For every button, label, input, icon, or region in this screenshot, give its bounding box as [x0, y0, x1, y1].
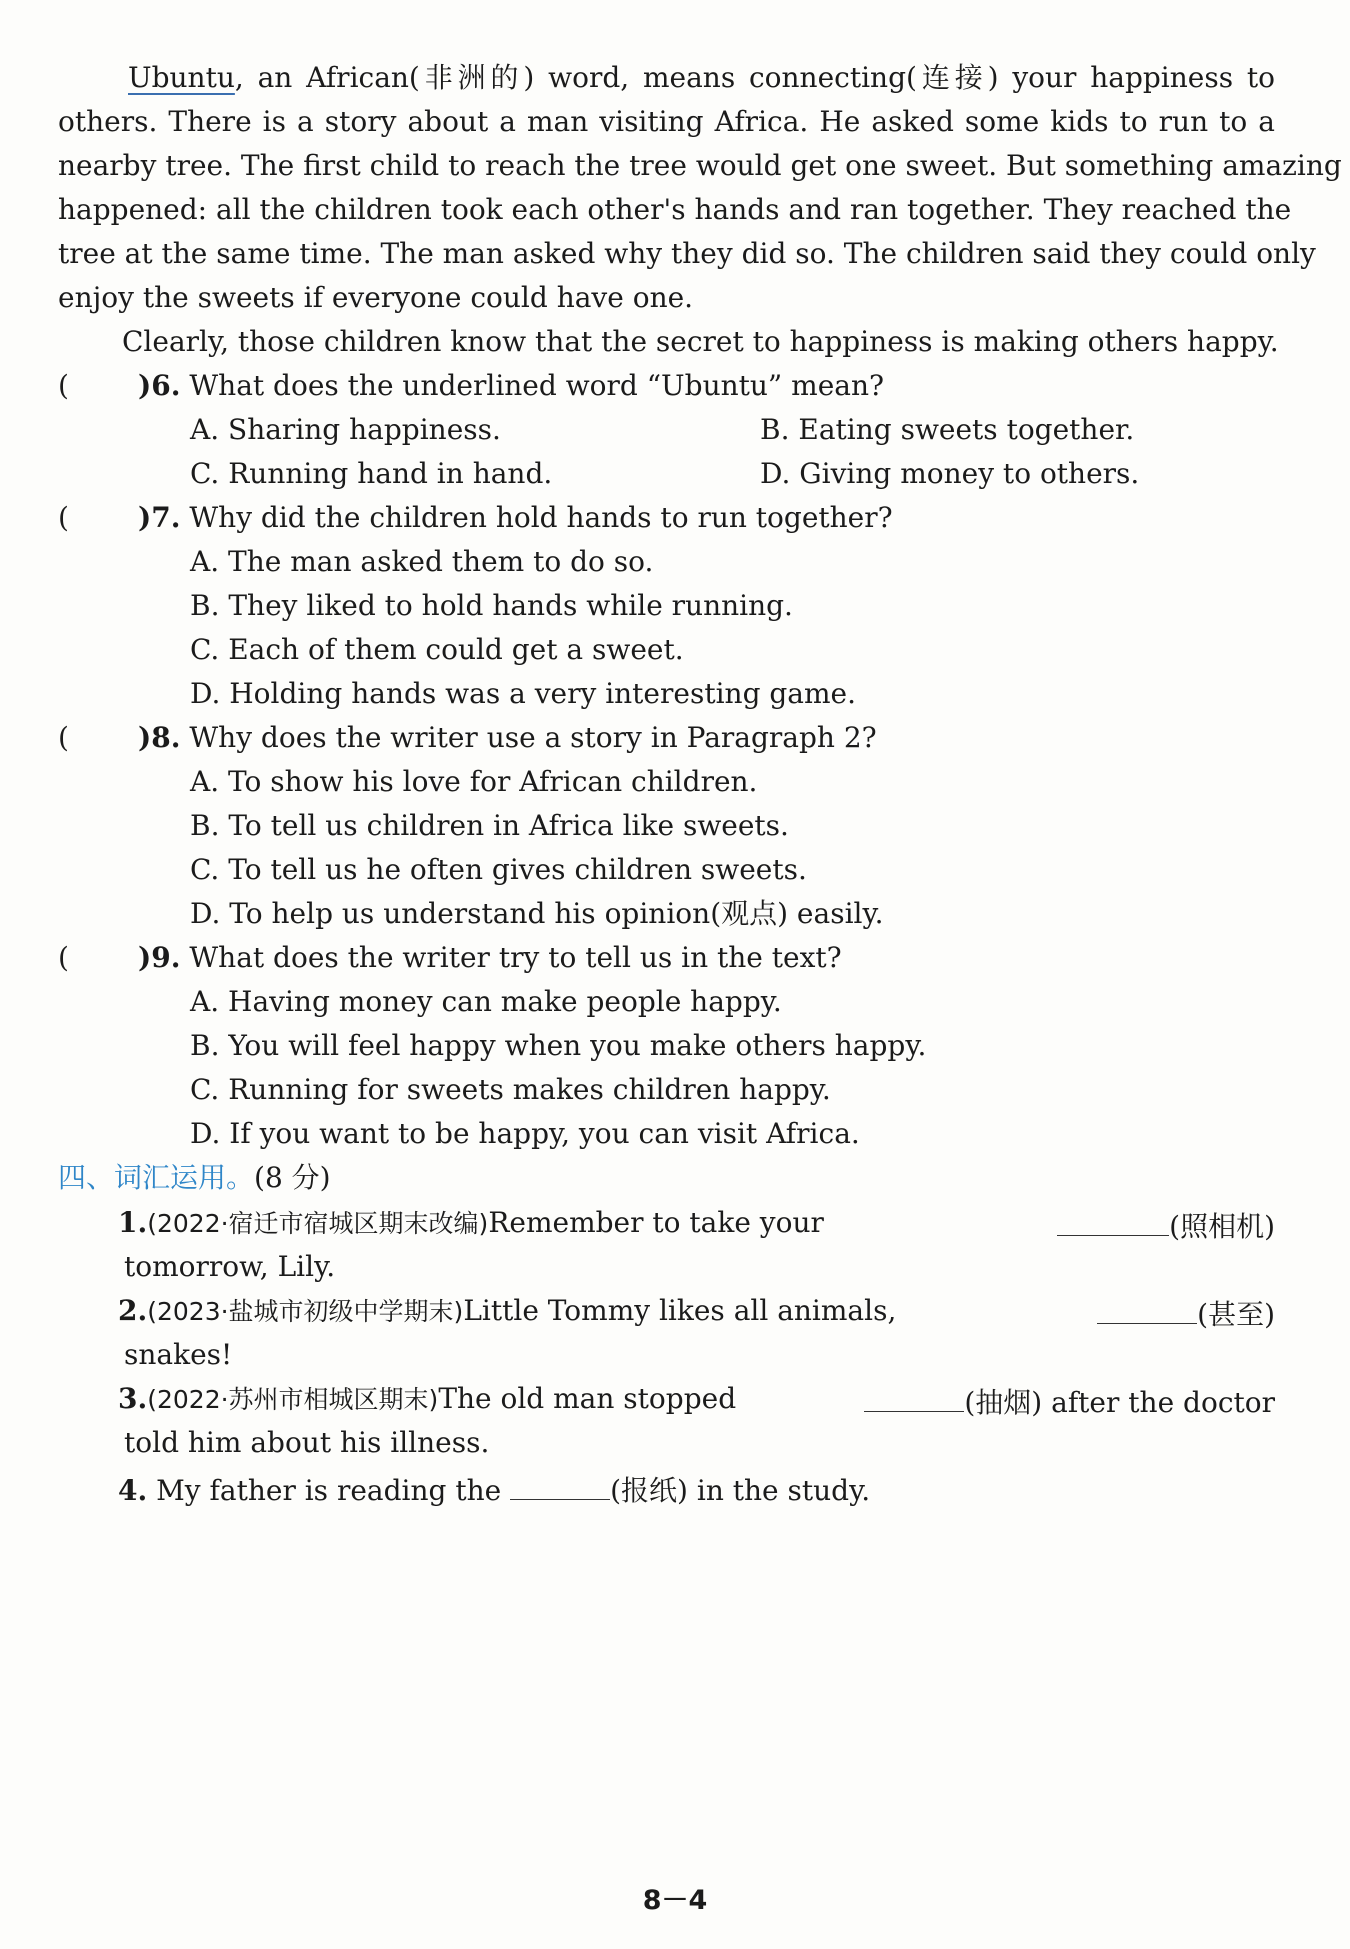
item-number: 1. — [118, 1206, 148, 1239]
question-number: )6. — [138, 369, 181, 402]
answer-paren[interactable]: ( — [58, 721, 69, 754]
item-hint: (甚至) — [1197, 1298, 1275, 1331]
passage-line-1-rest: , an African(非洲的) word, means connecting(连接) your happiness to — [234, 61, 1275, 94]
item-source: (2023·盐城市初级中学期末) — [147, 1297, 464, 1326]
item-number: 4. — [118, 1474, 148, 1507]
underlined-word-ubuntu: Ubuntu — [128, 61, 235, 94]
question-text: Why did the children hold hands to run together? — [180, 501, 893, 534]
item-text-before: Little Tommy likes all animals, — [463, 1294, 897, 1327]
item-number: 3. — [118, 1382, 148, 1415]
option-a[interactable]: A. To show his love for African children. — [190, 765, 758, 798]
item-text-after: tomorrow, Lily. — [124, 1250, 336, 1283]
option-d[interactable]: D. Giving money to others. — [760, 457, 1140, 490]
passage-paragraph-2: Clearly, those children know that the secret to happiness is making others happy. — [122, 325, 1279, 358]
option-a[interactable]: A. Sharing happiness. — [190, 413, 501, 446]
question-text: What does the underlined word “Ubuntu” mean? — [180, 369, 884, 402]
item-text-after-inline: in the study. — [687, 1474, 871, 1507]
passage-line-6: enjoy the sweets if everyone could have one. — [58, 281, 694, 314]
item-source: (2022·苏州市相城区期末) — [147, 1385, 439, 1414]
section-4-score: (8 分) — [254, 1161, 331, 1194]
item-hint: (照相机) — [1169, 1210, 1275, 1243]
question-text: Why does the writer use a story in Paragraph 2? — [180, 721, 877, 754]
vocab-item-3 — [118, 1381, 1275, 1421]
item-hint: (抽烟) — [964, 1386, 1043, 1419]
item-text-after: told him about his illness. — [124, 1426, 490, 1459]
passage-line-4: happened: all the children took each other's hands and ran together. They reached the — [58, 193, 1292, 226]
answer-paren[interactable]: ( — [58, 369, 69, 402]
item-text-before: My father is reading the — [156, 1474, 502, 1507]
option-d[interactable]: D. Holding hands was a very interesting game. — [190, 677, 857, 710]
option-c[interactable]: C. Running hand in hand. — [190, 457, 553, 490]
passage-line-3: nearby tree. The first child to reach the tree would get one sweet. But something amazing — [58, 149, 1342, 182]
item-text-before: The old man stopped — [438, 1382, 737, 1415]
question-number: )7. — [138, 501, 181, 534]
question-text: What does the writer try to tell us in the text? — [180, 941, 842, 974]
item-number: 2. — [118, 1294, 148, 1327]
option-b[interactable]: B. You will feel happy when you make others happy. — [190, 1029, 927, 1062]
answer-blank[interactable] — [864, 1381, 964, 1412]
option-a[interactable]: A. The man asked them to do so. — [190, 545, 654, 578]
vocab-item-1 — [118, 1205, 1275, 1245]
answer-blank[interactable] — [510, 1469, 610, 1500]
answer-paren[interactable]: ( — [58, 941, 69, 974]
vocab-item-2 — [118, 1293, 1275, 1333]
section-4-title: 四、词汇运用。 — [58, 1161, 255, 1194]
answer-blank[interactable] — [1097, 1293, 1197, 1324]
item-text-after-inline: after the doctor — [1042, 1386, 1275, 1419]
option-d[interactable]: D. To help us understand his opinion(观点) easily. — [190, 897, 884, 930]
answer-blank[interactable] — [1057, 1205, 1169, 1236]
option-c[interactable]: C. To tell us he often gives children sweets. — [190, 853, 807, 886]
passage-line-1 — [58, 60, 1275, 96]
option-a[interactable]: A. Having money can make people happy. — [190, 985, 782, 1018]
question-number: )8. — [138, 721, 181, 754]
option-b[interactable]: B. Eating sweets together. — [760, 413, 1135, 446]
answer-paren[interactable]: ( — [58, 501, 69, 534]
item-text-before: Remember to take your — [488, 1206, 824, 1239]
page-number: 8－4 — [642, 1885, 708, 1916]
item-source: (2022·宿迁市宿城区期末改编) — [147, 1209, 489, 1238]
passage-line-5: tree at the same time. The man asked why they did so. The children said they could only — [58, 237, 1316, 270]
vocab-item-4 — [118, 1469, 1275, 1509]
item-text-after: snakes! — [124, 1338, 233, 1371]
option-b[interactable]: B. They liked to hold hands while running. — [190, 589, 793, 622]
passage-line-2: others. There is a story about a man visiting Africa. He asked some kids to run to a — [58, 105, 1275, 138]
option-c[interactable]: C. Running for sweets makes children happy. — [190, 1073, 831, 1106]
section-4-heading — [58, 1160, 331, 1196]
option-b[interactable]: B. To tell us children in Africa like sweets. — [190, 809, 789, 842]
option-c[interactable]: C. Each of them could get a sweet. — [190, 633, 684, 666]
item-hint: (报纸) — [610, 1474, 688, 1507]
option-d[interactable]: D. If you want to be happy, you can visit Africa. — [190, 1117, 860, 1150]
question-number: )9. — [138, 941, 181, 974]
